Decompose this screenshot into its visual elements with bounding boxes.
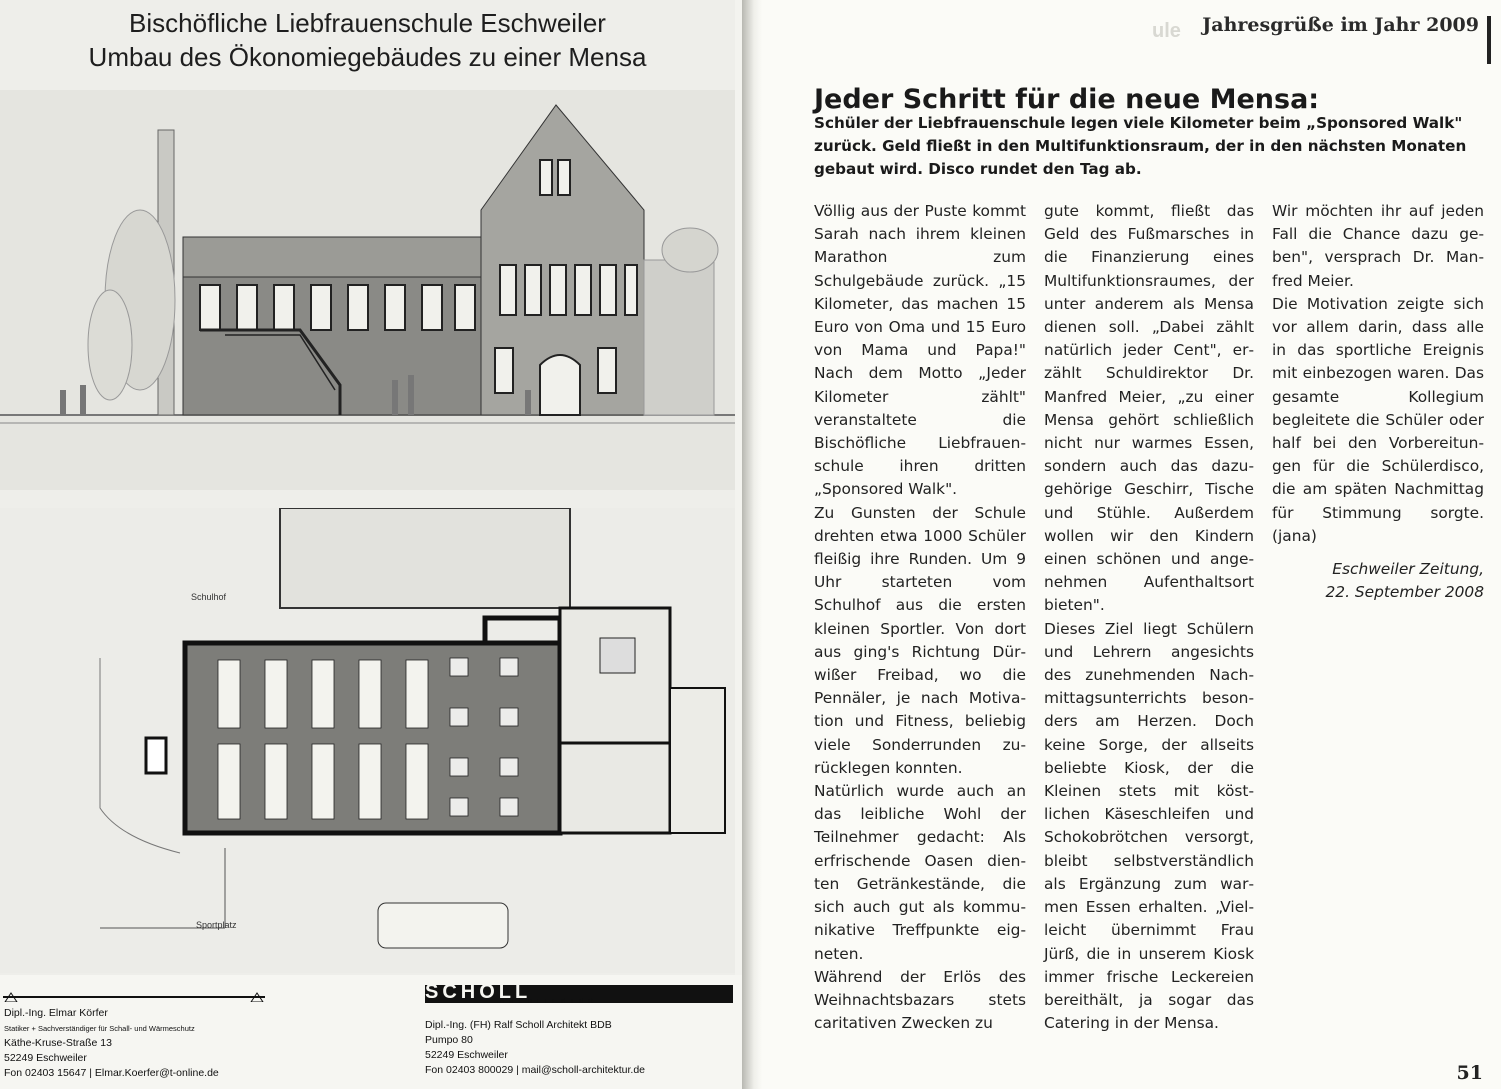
engineer-credits [4, 1006, 219, 1081]
engineer-city: 52249 Eschweiler [4, 1052, 87, 1064]
byline-date: 22. September 2008 [1325, 583, 1484, 602]
architect-street: Pumpo 80 [425, 1034, 473, 1046]
book-gutter [742, 0, 762, 1089]
architect-logo: SCHOLL [425, 981, 532, 1003]
paragraph: Völlig aus der Puste kommt Sarah nach ihrem kleinen Marathon zum Schulgebäude zurück. „15 Kilometer, das machen 15 Euro von Oma und 15 Euro von Mama und Papa!" Nach dem Motto „Jeder Kilometer zählt" veranstaltete die Bischöfliche Liebfrauenschule ihren dritten „Sponsored Walk". [814, 202, 1026, 499]
architect-name: Dipl.-Ing. (FH) Ralf Scholl Architekt BDB [425, 1019, 612, 1031]
plan-label-schoolyard: Schulhof [191, 592, 227, 602]
paragraph: Die Motivation zeigte sich vor allem darin, dass alle in das sportliche Ereignis mit einbezogen waren. Das gesamte Kollegium begleitete die Schüler oder half bei den Vorbereitungen für die Schülerdisco, die am späten Nachmittag für Stimmung sorgte. (jana) [1272, 294, 1484, 545]
poster-title [0, 6, 735, 74]
poster-title-line1: Bischöfliche Liebfrauenschule Eschweiler [129, 8, 606, 38]
engineer-street: Käthe-Kruse-Straße 13 [4, 1037, 112, 1049]
architect-credits [425, 1018, 645, 1078]
article-title: Jeder Schritt für die neue Mensa: [814, 84, 1320, 115]
faded-previous-header: ule [1152, 20, 1181, 42]
plan-label-sports-field: Sportplatz [196, 920, 237, 930]
building-elevation-svg [0, 90, 735, 490]
article-subtitle: Schüler der Liebfrauenschule legen viele Kilometer beim „Sponsored Walk" zurück. Geld fließt in den Multifunktionsraum, der in den nächsten Monaten gebaut wird. Disco rundet den Tag ab. [814, 114, 1467, 178]
architect-logo-sub: ARCHITEKTUR [500, 999, 598, 1005]
architect-city: 52249 Eschweiler [425, 1049, 508, 1061]
article-column-2 [1044, 200, 1254, 1035]
paragraph: Zu Gunsten der Schule drehten etwa 1000 Schüler fleißig ihre Runden. Um 9 Uhr starteten vom Schulhof aus die ersten kleinen Sportler. Von dort aus ging's Richtung Dürwißer Freibad, wo die Pennäler, je nach Motivation und Fitness, beliebig viele Sonderrunden zurücklegen konnten. [814, 503, 1026, 777]
paragraph: Wir möchten ihr auf jeden Fall die Chance dazu geben", versprach Dr. Manfred Meier. [1272, 202, 1484, 290]
article-column-1 [814, 200, 1026, 1035]
right-page [752, 0, 1501, 1089]
floor-plan-svg [0, 508, 735, 973]
poster-title-line2: Umbau des Ökonomiegebäudes zu einer Mensa [88, 42, 647, 72]
engineer-contact: Fon 02403 15647 | Elmar.Koerfer@t-online.de [4, 1067, 219, 1079]
byline-source: Eschweiler Zeitung, [1332, 560, 1484, 579]
engineer-name: Dipl.-Ing. Elmar Körfer [4, 1007, 108, 1019]
page-number: 51 [1456, 1062, 1483, 1084]
source-byline [1272, 558, 1484, 604]
engineer-role: Statiker + Sachverständiger für Schall- und Wärmeschutz [4, 1024, 195, 1033]
paragraph: Natürlich wurde auch an das leibliche Wohl der Teilnehmer gedacht: Als erfrischende Oasen dienten Getränkestände, die sich auch gut als kommunikative Treffpunkte eigneten. [814, 782, 1026, 963]
header-rule [1487, 16, 1491, 64]
architecture-poster [0, 0, 735, 975]
article-column-3 [1272, 200, 1484, 604]
paragraph: Dieses Ziel liegt Schülern und Lehrern angesichts des zunehmenden Nachmittagsunterrichts besonders am Herzen. Doch keine Sorge, der allseits beliebte Kiosk, der die Kleinen stets mit köstlichen Käseschleifen und Schokobrötchen versorgt, bleibt selbstverständlich als Ergänzung zum warmen Essen erhalten. „Vielleicht übernimmt Frau Jürß, die in unserem Kiosk immer frische Leckereien bereithält, ja sogar das Catering in der Mensa. [1044, 619, 1254, 1033]
engineer-logo-icon [3, 992, 265, 1002]
architect-contact: Fon 02403 800029 | mail@scholl-architektur.de [425, 1064, 646, 1076]
paragraph: Während der Erlös des Weihnachtsbazars stets caritativen Zwecken zu [814, 967, 1026, 1033]
section-header: Jahresgrüße im Jahr 2009 [1202, 14, 1479, 36]
paragraph: gute kommt, fließt das Geld des Fußmarsches in die Finanzierung eines Multifunktionsraumes, der unter anderem als Mensa dienen soll. „Dabei zählt natürlich jeder Cent", erzählt Schuldirektor Dr. Manfred Meier, „zu einer Mensa gehört schließlich nicht nur warmes Essen, sondern auch das dazugehörige Geschirr, Tische und Stühle. Außerdem wollen wir den Kindern einen schönen und angenehmen Aufenthaltsort bieten". [1044, 202, 1254, 615]
